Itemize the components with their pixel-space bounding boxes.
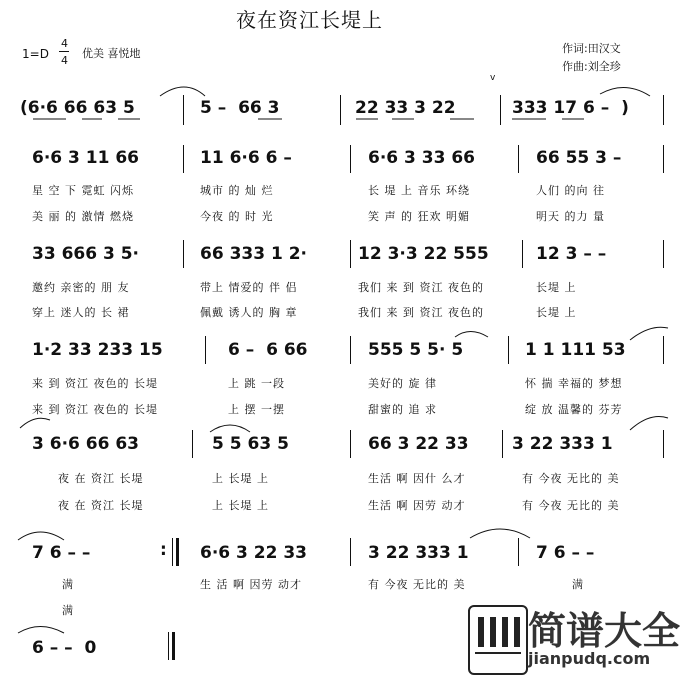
row2-bar1: 6·6 3 11 66 bbox=[32, 148, 140, 168]
row1-bar4: 333 17 6 – ) bbox=[512, 98, 629, 118]
row6-lyric2-bar1: 满 bbox=[62, 604, 74, 617]
row5-lyric1-bar2: 上 长堤 上 bbox=[212, 472, 269, 485]
slur bbox=[18, 532, 64, 540]
row3-lyric2-bar1: 穿上 迷人的 长 裙 bbox=[32, 306, 130, 319]
row4-lyric2-bar3: 甜蜜的 追 求 bbox=[368, 403, 437, 416]
row5-bar2: 5 5 63 5 bbox=[212, 434, 289, 454]
row3-lyric2-bar2: 佩戴 诱人的 胸 章 bbox=[200, 306, 298, 319]
row2-bar2: 11 6·6 6 – bbox=[200, 148, 292, 168]
row4-bar4: 1 1 111 53 bbox=[525, 340, 626, 360]
row4-lyric1-bar4: 怀 揣 幸福的 梦想 bbox=[525, 377, 623, 390]
row2-lyric1-bar1: 星 空 下 霓虹 闪烁 bbox=[32, 184, 134, 197]
row4-lyric1-bar3: 美好的 旋 律 bbox=[368, 377, 437, 390]
row5-lyric2-bar1: 夜 在 资江 长堤 bbox=[58, 499, 144, 512]
row6-lyric1-bar4: 满 bbox=[572, 578, 584, 591]
row3-bar2: 66 333 1 2· bbox=[200, 244, 308, 264]
row6-lyric1-bar2: 生 活 啊 因劳 动才 bbox=[200, 578, 302, 591]
repeat-dots: : bbox=[160, 540, 167, 560]
row4-lyric1-bar1: 来 到 资江 夜色的 长堤 bbox=[32, 377, 158, 390]
row4-bar2: 6 – 6 66 bbox=[228, 340, 308, 360]
slur bbox=[630, 417, 668, 431]
row2-lyric1-bar4: 人们 的向 往 bbox=[536, 184, 605, 197]
row2-lyric2-bar4: 明天 的力 量 bbox=[536, 210, 605, 223]
row1-bar2: 5 – 66 3 bbox=[200, 98, 280, 118]
row4-lyric2-bar2: 上 摆 一摆 bbox=[228, 403, 285, 416]
row7-bar1: 6 – – 0 bbox=[32, 638, 97, 658]
row6-bar2: 6·6 3 22 33 bbox=[200, 543, 308, 563]
row2-lyric1-bar3: 长 堤 上 音乐 环绕 bbox=[368, 184, 470, 197]
row2-bar3: 6·6 3 33 66 bbox=[368, 148, 476, 168]
row6-bar3: 3 22 333 1 bbox=[368, 543, 469, 563]
piano-logo-icon bbox=[468, 605, 528, 675]
tempo-marking: 优美 喜悦地 bbox=[82, 47, 141, 60]
row2-lyric2-bar3: 笑 声 的 狂欢 明媚 bbox=[368, 210, 470, 223]
row3-bar3: 12 3·3 22 555 bbox=[358, 244, 489, 264]
key-signature: 1=D bbox=[22, 47, 49, 61]
row4-lyric2-bar1: 来 到 资江 夜色的 长堤 bbox=[32, 403, 158, 416]
row1-bar1: (6·6 66 63 5 bbox=[20, 98, 135, 118]
row6-bar1: 7 6 – – bbox=[32, 543, 91, 563]
slur bbox=[455, 332, 488, 338]
row5-lyric1-bar4: 有 今夜 无比的 美 bbox=[522, 472, 620, 485]
row4-bar1: 1·2 33 233 15 bbox=[32, 340, 163, 360]
row2-bar4: 66 55 3 – bbox=[536, 148, 622, 168]
slur bbox=[600, 87, 650, 96]
slur bbox=[20, 418, 50, 428]
row5-bar4: 3 22 333 1 bbox=[512, 434, 613, 454]
row3-lyric2-bar4: 长堤 上 bbox=[536, 306, 577, 319]
row3-lyric1-bar3: 我们 来 到 资江 夜色的 bbox=[358, 281, 484, 294]
row4-lyric2-bar4: 绽 放 温馨的 芬芳 bbox=[525, 403, 623, 416]
row6-lyric1-bar1: 满 bbox=[62, 578, 74, 591]
row5-lyric2-bar2: 上 长堤 上 bbox=[212, 499, 269, 512]
row3-bar1: 33 666 3 5· bbox=[32, 244, 140, 264]
slur bbox=[210, 425, 250, 432]
row6-lyric1-bar3: 有 今夜 无比的 美 bbox=[368, 578, 466, 591]
logo-text: 简谱大全 bbox=[528, 609, 681, 653]
row6-bar4: 7 6 – – bbox=[536, 543, 595, 563]
row1-bar3: 22 33 3 22 bbox=[355, 98, 456, 118]
row2-lyric2-bar1: 美 丽 的 激情 燃烧 bbox=[32, 210, 134, 223]
logo-url: jianpudq.com bbox=[528, 649, 651, 668]
row3-lyric1-bar1: 邀约 亲密的 朋 友 bbox=[32, 281, 130, 294]
slur bbox=[160, 87, 205, 96]
row2-lyric2-bar2: 今夜 的 时 光 bbox=[200, 210, 274, 223]
row5-lyric1-bar3: 生活 啊 因什 么才 bbox=[368, 472, 466, 485]
slur bbox=[18, 627, 64, 634]
slur bbox=[470, 529, 530, 538]
breath-mark: v bbox=[490, 73, 496, 83]
row3-bar4: 12 3 – – bbox=[536, 244, 607, 264]
row3-lyric1-bar2: 带上 情爱的 伴 侣 bbox=[200, 281, 298, 294]
time-signature-top: 4 bbox=[61, 37, 68, 50]
composer-credit: 作曲:刘全珍 bbox=[562, 60, 621, 73]
time-signature-bottom: 4 bbox=[61, 54, 68, 67]
row3-lyric1-bar4: 长堤 上 bbox=[536, 281, 577, 294]
row5-lyric2-bar4: 有 今夜 无比的 美 bbox=[522, 499, 620, 512]
row5-lyric1-bar1: 夜 在 资江 长堤 bbox=[58, 472, 144, 485]
row5-bar3: 66 3 22 33 bbox=[368, 434, 469, 454]
row4-lyric1-bar2: 上 跳 一段 bbox=[228, 377, 285, 390]
lyricist-credit: 作词:田汉文 bbox=[562, 42, 621, 55]
row2-lyric1-bar2: 城市 的 灿 烂 bbox=[200, 184, 274, 197]
song-title: 夜在资江长堤上 bbox=[236, 8, 383, 32]
row3-lyric2-bar3: 我们 来 到 资江 夜色的 bbox=[358, 306, 484, 319]
row5-bar1: 3 6·6 66 63 bbox=[32, 434, 140, 454]
row5-lyric2-bar3: 生活 啊 因劳 动才 bbox=[368, 499, 466, 512]
row4-bar3: 555 5 5· 5 bbox=[368, 340, 464, 360]
slur bbox=[630, 327, 668, 340]
